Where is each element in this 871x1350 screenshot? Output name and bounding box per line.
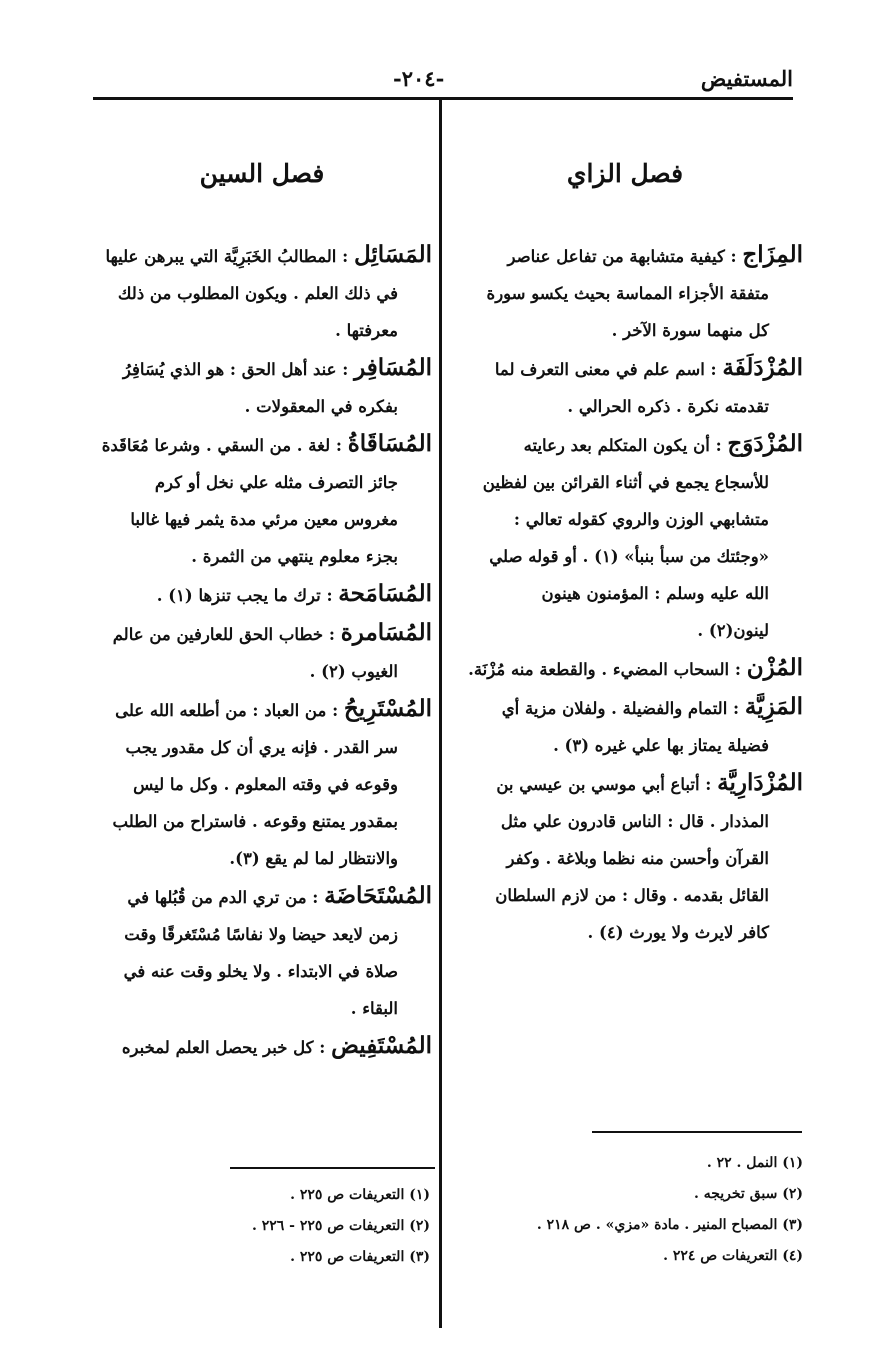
entry-text: : من تري الدم من قُبُلها في xyxy=(127,888,325,907)
entry-text: الغيوب (٢) . xyxy=(309,662,398,681)
entry-line xyxy=(447,538,803,575)
entry-text: كل منهما سورة الآخر . xyxy=(611,321,769,340)
entry-text: القائل بقدمه . وقال : من لازم السلطان xyxy=(495,886,769,905)
glossary-entry xyxy=(92,575,432,614)
entry-line xyxy=(447,803,803,840)
entry-text: القرآن وأحسن منه نظما وبلاغة . وكفر xyxy=(506,849,769,868)
footnote: (١) التعريفات ص ٢٢٥ . xyxy=(290,1187,430,1203)
entry-text: متفقة الأجزاء المماسة بحيث يكسو سورة xyxy=(486,284,769,303)
entry-first-line xyxy=(92,575,432,614)
glossary-entry xyxy=(447,688,803,764)
section-heading-sin: فصل السين xyxy=(199,159,325,188)
entry-first-line xyxy=(447,649,803,688)
entry-first-line xyxy=(92,349,432,388)
entry-term: المُزْن xyxy=(746,654,803,681)
entry-line xyxy=(92,312,432,349)
footnote: (٢) سبق تخريجه . xyxy=(693,1186,803,1202)
section-heading-zay: فصل الزاي xyxy=(566,159,684,188)
entry-text: زمن لايعد حيضا ولا نفاسًا مُسْتَغرقًا وقت xyxy=(124,925,398,944)
column-divider xyxy=(439,98,442,1328)
entry-text: : التمام والفضيلة . ولفلان مزية أي xyxy=(501,699,745,718)
entry-text: الله عليه وسلم : المؤمنون هينون xyxy=(541,584,769,603)
entry-first-line xyxy=(447,349,803,388)
entry-line xyxy=(92,501,432,538)
entry-line xyxy=(447,840,803,877)
glossary-entry xyxy=(92,349,432,425)
entry-text: مغروس معين مرئي مدة يثمر فيها غالبا xyxy=(130,510,398,529)
entry-first-line xyxy=(447,688,803,727)
entry-line xyxy=(92,990,432,1027)
entry-line xyxy=(92,275,432,312)
entry-term: المَسَائِل xyxy=(353,241,432,268)
right-column xyxy=(447,150,803,951)
entry-first-line xyxy=(92,614,432,653)
footnote: (٣) المصباح المنير . مادة «مزي» . ص ٢١٨ . xyxy=(536,1217,803,1233)
entry-line xyxy=(92,538,432,575)
entry-line xyxy=(447,501,803,538)
left-column xyxy=(92,150,432,1066)
footnote: (٣) التعريفات ص ٢٢٥ . xyxy=(290,1249,430,1265)
glossary-entry xyxy=(447,764,803,951)
footnote-rule-right xyxy=(592,1131,802,1133)
entry-text: : السحاب المضيء . والقطعة منه مُزْنَة. xyxy=(468,660,747,679)
entry-text: : كيفية متشابهة من تفاعل عناصر xyxy=(507,247,743,266)
entry-text: فضيلة يمتاز بها علي غيره (٣) . xyxy=(553,736,769,755)
entry-line xyxy=(92,388,432,425)
footnotes-right xyxy=(455,1148,803,1272)
entry-text: : من العباد : من أطلعه الله على xyxy=(115,701,344,720)
entry-text: : لغة . من السقي . وشرعا مُعَاقَدة xyxy=(101,436,348,455)
glossary-entry xyxy=(92,425,432,575)
glossary-entry xyxy=(92,690,432,877)
entry-text: : اسم علم في معنى التعرف لما xyxy=(494,360,723,379)
entry-first-line xyxy=(92,690,432,729)
entry-line xyxy=(447,877,803,914)
entry-term: المِزَاج xyxy=(742,241,803,268)
entry-text: بجزء معلوم ينتهي من الثمرة . xyxy=(191,547,398,566)
entry-line xyxy=(447,727,803,764)
entry-line xyxy=(447,575,803,612)
entry-line xyxy=(447,612,803,649)
footnote: (١) النمل . ٢٢ . xyxy=(706,1155,803,1171)
entry-term: المُزْدَلَفَة xyxy=(722,354,803,381)
entry-line xyxy=(447,914,803,951)
entry-text: : أتباع أبي موسي بن عيسي بن xyxy=(496,775,718,794)
entry-text: كافر لايرث ولا يورث (٤) . xyxy=(587,923,769,942)
glossary-entry xyxy=(92,236,432,349)
entry-text: صلاة في الابتداء . ولا يخلو وقت عنه في xyxy=(123,962,398,981)
entry-term: المُسْتَرِيحُ xyxy=(343,695,432,722)
footnote: (٤) التعريفات ص ٢٢٤ . xyxy=(663,1248,803,1264)
entry-term: المُسَامَحة xyxy=(338,580,432,607)
entry-line xyxy=(447,275,803,312)
entry-line xyxy=(447,464,803,501)
entry-term: المُسْتَفِيض xyxy=(331,1032,432,1059)
entry-text: بمقدور يمتنع وقوعه . فاستراح من الطلب xyxy=(112,812,398,831)
entry-term: المُسْتَحَاضَة xyxy=(324,882,432,909)
entries-zay xyxy=(447,236,803,951)
glossary-entry xyxy=(447,649,803,688)
entry-text: متشابهي الوزن والروي كقوله تعالي : xyxy=(513,510,769,529)
entry-term: المُسَامرة xyxy=(340,619,432,646)
glossary-entry xyxy=(92,1027,432,1066)
entry-term: المَزِيَّة xyxy=(744,693,803,720)
entry-line xyxy=(92,840,432,877)
entry-first-line xyxy=(92,425,432,464)
glossary-entry xyxy=(92,614,432,690)
footnotes-left xyxy=(100,1180,430,1273)
entry-text: : المطالبُ الخَبَرِيَّة التي يبرهن عليها xyxy=(105,247,354,266)
footnote-rule-left xyxy=(230,1167,435,1169)
page-number: -٢٠٤- xyxy=(393,66,445,91)
entry-text: البقاء . xyxy=(350,999,398,1018)
glossary-entry xyxy=(447,425,803,649)
glossary-entry xyxy=(447,236,803,349)
entry-text: : كل خبر يحصل العلم لمخبره xyxy=(121,1038,332,1057)
entries-sin xyxy=(92,236,432,1066)
entry-line xyxy=(92,766,432,803)
entry-line xyxy=(92,916,432,953)
header-rule xyxy=(93,97,793,100)
entry-text: للأسجاع يجمع في أثناء القرائن بين لفظين xyxy=(482,473,769,492)
entry-line xyxy=(447,388,803,425)
entry-text: : خطاب الحق للعارفين من عالم xyxy=(112,625,341,644)
entry-first-line xyxy=(447,764,803,803)
entry-line xyxy=(92,729,432,766)
entry-line xyxy=(92,464,432,501)
entry-term: المُسَافِر xyxy=(354,354,432,381)
entry-text: : أن يكون المتكلم بعد رعايته xyxy=(523,436,728,455)
entry-term: المُزْدَوَج xyxy=(727,430,803,457)
entry-term: المُزْدَارِيَّة xyxy=(717,769,803,796)
entry-first-line xyxy=(92,236,432,275)
entry-text: المذدار . قال : الناس قادرون علي مثل xyxy=(500,812,769,831)
entry-term: المُسَاقَاةُ xyxy=(347,430,432,457)
entry-text: جائز التصرف مثله علي نخل أو كرم xyxy=(154,473,398,492)
entry-first-line xyxy=(447,236,803,275)
glossary-entry xyxy=(447,349,803,425)
entry-line xyxy=(92,653,432,690)
running-title: المستفيض xyxy=(700,66,793,91)
entry-text: سر القدر . فإنه يري أن كل مقدور يجب xyxy=(125,738,398,757)
footnote: (٢) التعريفات ص ٢٢٥ - ٢٢٦ . xyxy=(251,1218,430,1234)
entry-text: بفكره في المعقولات . xyxy=(244,397,398,416)
entry-text: معرفتها . xyxy=(335,321,398,340)
entry-first-line xyxy=(447,425,803,464)
glossary-entry xyxy=(92,877,432,1027)
entry-first-line xyxy=(92,1027,432,1066)
entry-line xyxy=(447,312,803,349)
entry-line xyxy=(92,803,432,840)
entry-first-line xyxy=(92,877,432,916)
entry-text: وقوعه في وقته المعلوم . وكل ما ليس xyxy=(133,775,398,794)
entry-text: : ترك ما يجب تنزها (١) . xyxy=(156,586,339,605)
entry-text: «وجئتك من سبأ بنبأ» (١) . أو قوله صلي xyxy=(489,547,769,566)
entry-text: لينون(٢) . xyxy=(697,621,769,640)
page-header xyxy=(93,62,793,96)
entry-text: في ذلك العلم . ويكون المطلوب من ذلك xyxy=(117,284,398,303)
entry-text: تقدمته نكرة . ذكره الحرالي . xyxy=(567,397,769,416)
entry-text: : عند أهل الحق : هو الذي يُسَافِرُ xyxy=(122,360,355,379)
entry-line xyxy=(92,953,432,990)
entry-text: والانتظار لما لم يقع (٣). xyxy=(229,849,398,868)
